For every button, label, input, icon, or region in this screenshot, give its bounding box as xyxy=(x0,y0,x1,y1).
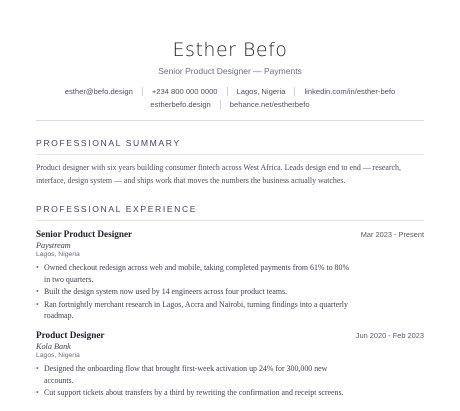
candidate-tagline: Senior Product Designer — Payments xyxy=(158,66,302,76)
job-title: Senior Product Designer xyxy=(36,229,133,239)
contact-linkedin[interactable]: linkedin.com/in/esther-befo xyxy=(304,87,396,96)
experience-section xyxy=(36,203,424,399)
contact-row xyxy=(0,99,460,110)
job-header xyxy=(36,229,424,239)
contact-website[interactable]: estherbefo.design xyxy=(150,100,211,109)
job-location: Lagos, Nigeria xyxy=(36,251,80,258)
contact-location: Lagos, Nigeria xyxy=(236,87,286,96)
job-location: Lagos, Nigeria xyxy=(36,351,80,359)
section-divider xyxy=(36,220,424,221)
job-bullet: • Designed the onboarding flow that brought first-week activation up 24% for 300,000 new accounts. xyxy=(36,363,354,386)
contact-divider xyxy=(227,87,228,96)
contact-divider xyxy=(142,87,143,96)
job-company: Kola Bank xyxy=(36,341,71,351)
section-title: PROFESSIONAL SUMMARY xyxy=(36,138,181,148)
job-bullet: • Ran fortnightly merchant research in Lagos, Accra and Nairobi, turning findings into a quarterly roadmap. xyxy=(36,299,354,322)
contact-divider xyxy=(220,100,221,109)
job-header xyxy=(36,330,424,340)
job-bullet: • Built the design system now used by 14 engineers across four product teams. xyxy=(36,286,354,298)
job-bullet: • Owned checkout redesign across web and mobile, taking completed payments from 61% to 80% in two quarters. xyxy=(36,262,354,285)
section-title: PROFESSIONAL EXPERIENCE xyxy=(36,204,198,214)
job-title: Product Designer xyxy=(36,329,105,340)
candidate-name: Esther Befo xyxy=(172,39,288,61)
job-bullet: • Cut support tickets about transfers by a third by rewriting the confirmation and receipt screens. xyxy=(36,387,354,399)
contact-row xyxy=(0,86,460,97)
contact-behance[interactable]: behance.net/estherbefo xyxy=(229,100,310,109)
job-dates: Jun 2020 - Feb 2023 xyxy=(355,330,424,340)
job-bullets xyxy=(36,363,424,399)
summary-section xyxy=(36,137,424,187)
job-company: Paystream xyxy=(36,241,71,250)
job-entry xyxy=(36,330,424,399)
job-entry xyxy=(36,229,424,322)
contact-phone[interactable]: +234 800 000 0000 xyxy=(151,87,218,96)
section-divider xyxy=(36,154,424,155)
header-divider xyxy=(36,120,424,121)
summary-text: Product designer with six years building consumer fintech across West Africa. Leads design end to end — research, interface, design system — and ships work that moves the numbers the business actually watches. xyxy=(36,163,401,185)
job-bullets xyxy=(36,262,424,322)
resume-header xyxy=(0,0,460,110)
contact-divider xyxy=(294,87,295,96)
contact-email[interactable]: esther@befo.design xyxy=(64,87,133,96)
job-dates: Mar 2023 - Present xyxy=(360,230,424,239)
